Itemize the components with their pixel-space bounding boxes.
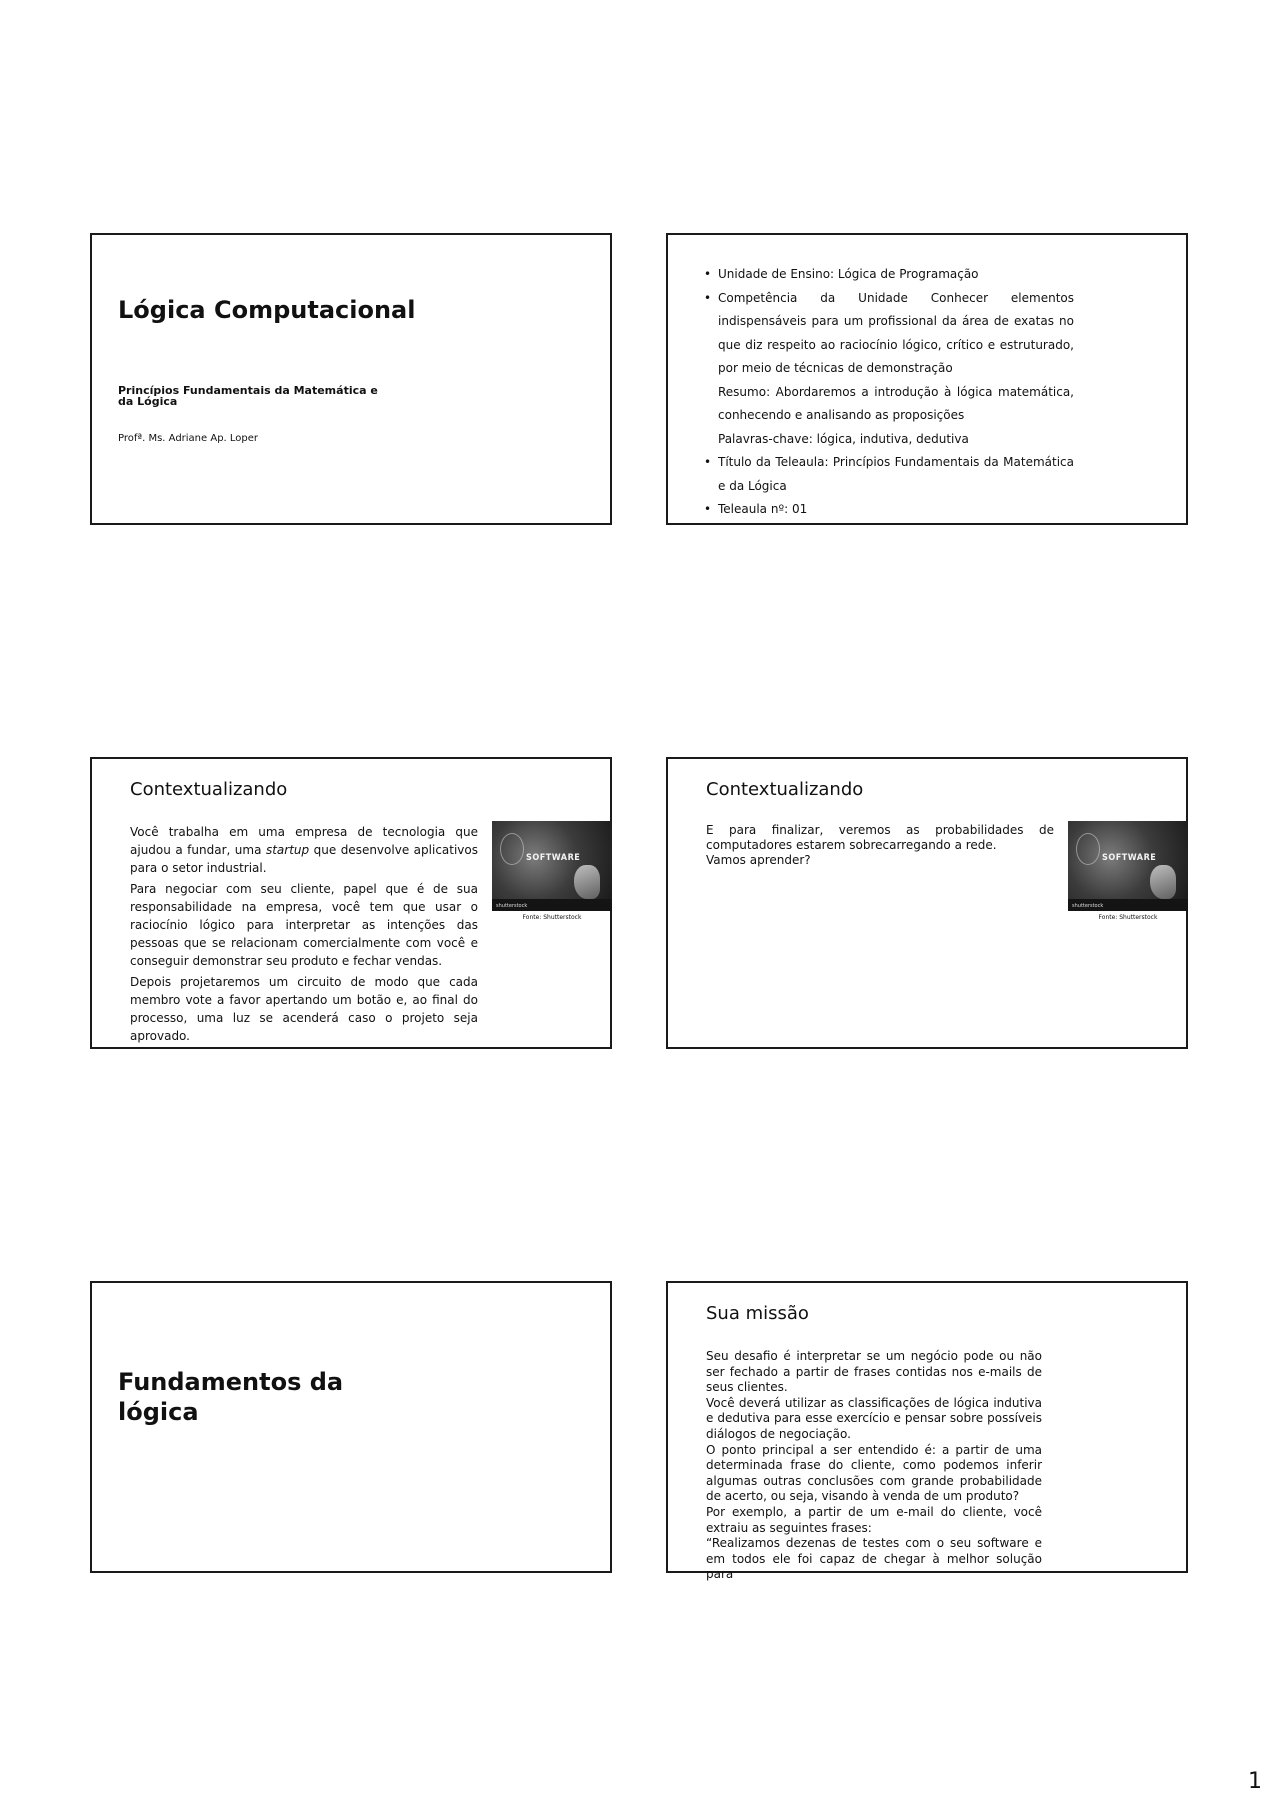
bullet-item xyxy=(704,498,1074,522)
slide-title-heading: Lógica Computacional xyxy=(118,296,416,324)
emphasis-text: startup xyxy=(265,843,310,857)
image-caption: Fonte: Shutterstock xyxy=(522,914,582,921)
slide-mission xyxy=(666,1281,1188,1582)
paragraph: Depois projetaremos um circuito de modo que cada membro vote a favor apertando um botão e, ao final do processo, uma luz se acenderá caso o projeto seja aprovado. xyxy=(130,975,478,1043)
paragraph: E para finalizar, veremos as probabilidades de computadores estarem sobrecarregando a rede. xyxy=(706,823,1054,852)
paragraph-text: que desenvolve aplicativos para o setor industrial. xyxy=(130,843,479,875)
hand-icon xyxy=(574,865,600,899)
bullet-dot-icon: • xyxy=(704,502,712,516)
robot-head-icon xyxy=(1076,833,1100,865)
slide-title xyxy=(90,233,612,525)
bullet-dot-icon: • xyxy=(704,455,712,469)
bullet-text: Título da Teleaula: Princípios Fundamentais da Matemática e da Lógica xyxy=(718,455,1074,493)
paragraph: Para negociar com seu cliente, papel que é de sua responsabilidade na empresa, você tem que usar o raciocínio lógico para interpretar as intenções das pessoas que se relacionam comercialmente com você e conseguir demonstrar seu produto e fechar vendas. xyxy=(130,882,478,968)
paragraph: “Realizamos dezenas de testes com o seu software e em todos ele foi capaz de chegar à melhor solução para xyxy=(706,1536,1042,1582)
paragraph: Você deverá utilizar as classificações de lógica indutiva e dedutiva para esse exercício e pensar sobre possíveis diálogos de negociação. xyxy=(706,1395,1042,1441)
slide-context-2 xyxy=(666,757,1188,1049)
photo-brand: shutterstock xyxy=(496,903,528,909)
paragraph: Vamos aprender? xyxy=(706,853,811,867)
slide-heading: Contextualizando xyxy=(130,779,288,800)
paragraph: Seu desafio é interpretar se um negócio pode ou não ser fechado a partir de frases contidas nos e-mails de seus clientes. xyxy=(706,1349,1042,1395)
paragraph-text: Você trabalha em uma empresa de tecnologia que ajudou a fundar, uma xyxy=(130,825,478,857)
bullet-resumo: Resumo: Abordaremos a introdução à lógica matemática, conhecendo e analisando as proposições xyxy=(718,384,1074,422)
robot-head-icon xyxy=(500,833,524,865)
slide-section-title xyxy=(90,1281,612,1573)
slide-body xyxy=(706,823,1054,868)
paragraph: O ponto principal a ser entendido é: a partir de uma determinada frase do cliente, como podemos inferir algumas outras conclusões com grande probabilidade de acerto, ou seja, visando à venda de um produto? xyxy=(706,1442,1042,1504)
software-photo xyxy=(1068,821,1188,911)
slide-context-1 xyxy=(90,757,612,1049)
software-photo xyxy=(492,821,612,911)
slide-body xyxy=(706,1349,1042,1583)
bullet-item xyxy=(704,451,1074,498)
bullet-keywords: Palavras-chave: lógica, indutiva, dedutiva xyxy=(718,431,969,446)
slide-body xyxy=(130,823,478,1048)
bullet-item xyxy=(704,287,1074,452)
page-number: 1 xyxy=(1248,1769,1262,1794)
slide-subtitle: Princípios Fundamentais da Matemática e da Lógica xyxy=(118,384,378,408)
hand-icon xyxy=(1150,865,1176,899)
bullet-dot-icon: • xyxy=(704,267,712,281)
slide-overview xyxy=(666,233,1188,525)
photo-brand: shutterstock xyxy=(1072,903,1104,909)
image-caption: Fonte: Shutterstock xyxy=(1098,914,1158,921)
bullet-text: Unidade de Ensino: Lógica de Programação xyxy=(718,267,979,281)
bullet-text: Teleaula nº: 01 xyxy=(718,502,808,516)
paragraph: Por exemplo, a partir de um e-mail do cliente, você extraiu as seguintes frases: xyxy=(706,1504,1042,1535)
bullet-text: Competência da Unidade Conhecer elementos indispensáveis para um profissional da área de exatas no que diz respeito ao raciocínio lógico, crítico e estruturado, por meio de técnicas de demonstração xyxy=(718,290,1074,375)
bullet-dot-icon: • xyxy=(704,290,712,305)
paragraph xyxy=(130,823,478,877)
photo-word: SOFTWARE xyxy=(1102,853,1157,863)
slide-author: Profª. Ms. Adriane Ap. Loper xyxy=(118,433,259,444)
bullet-item xyxy=(704,263,1074,287)
slide-heading: Sua missão xyxy=(706,1303,809,1324)
photo-word: SOFTWARE xyxy=(526,853,581,863)
overview-bullet-list xyxy=(704,263,1074,522)
slide-heading: Contextualizando xyxy=(706,779,864,800)
section-title: Fundamentos da lógica xyxy=(118,1368,344,1426)
